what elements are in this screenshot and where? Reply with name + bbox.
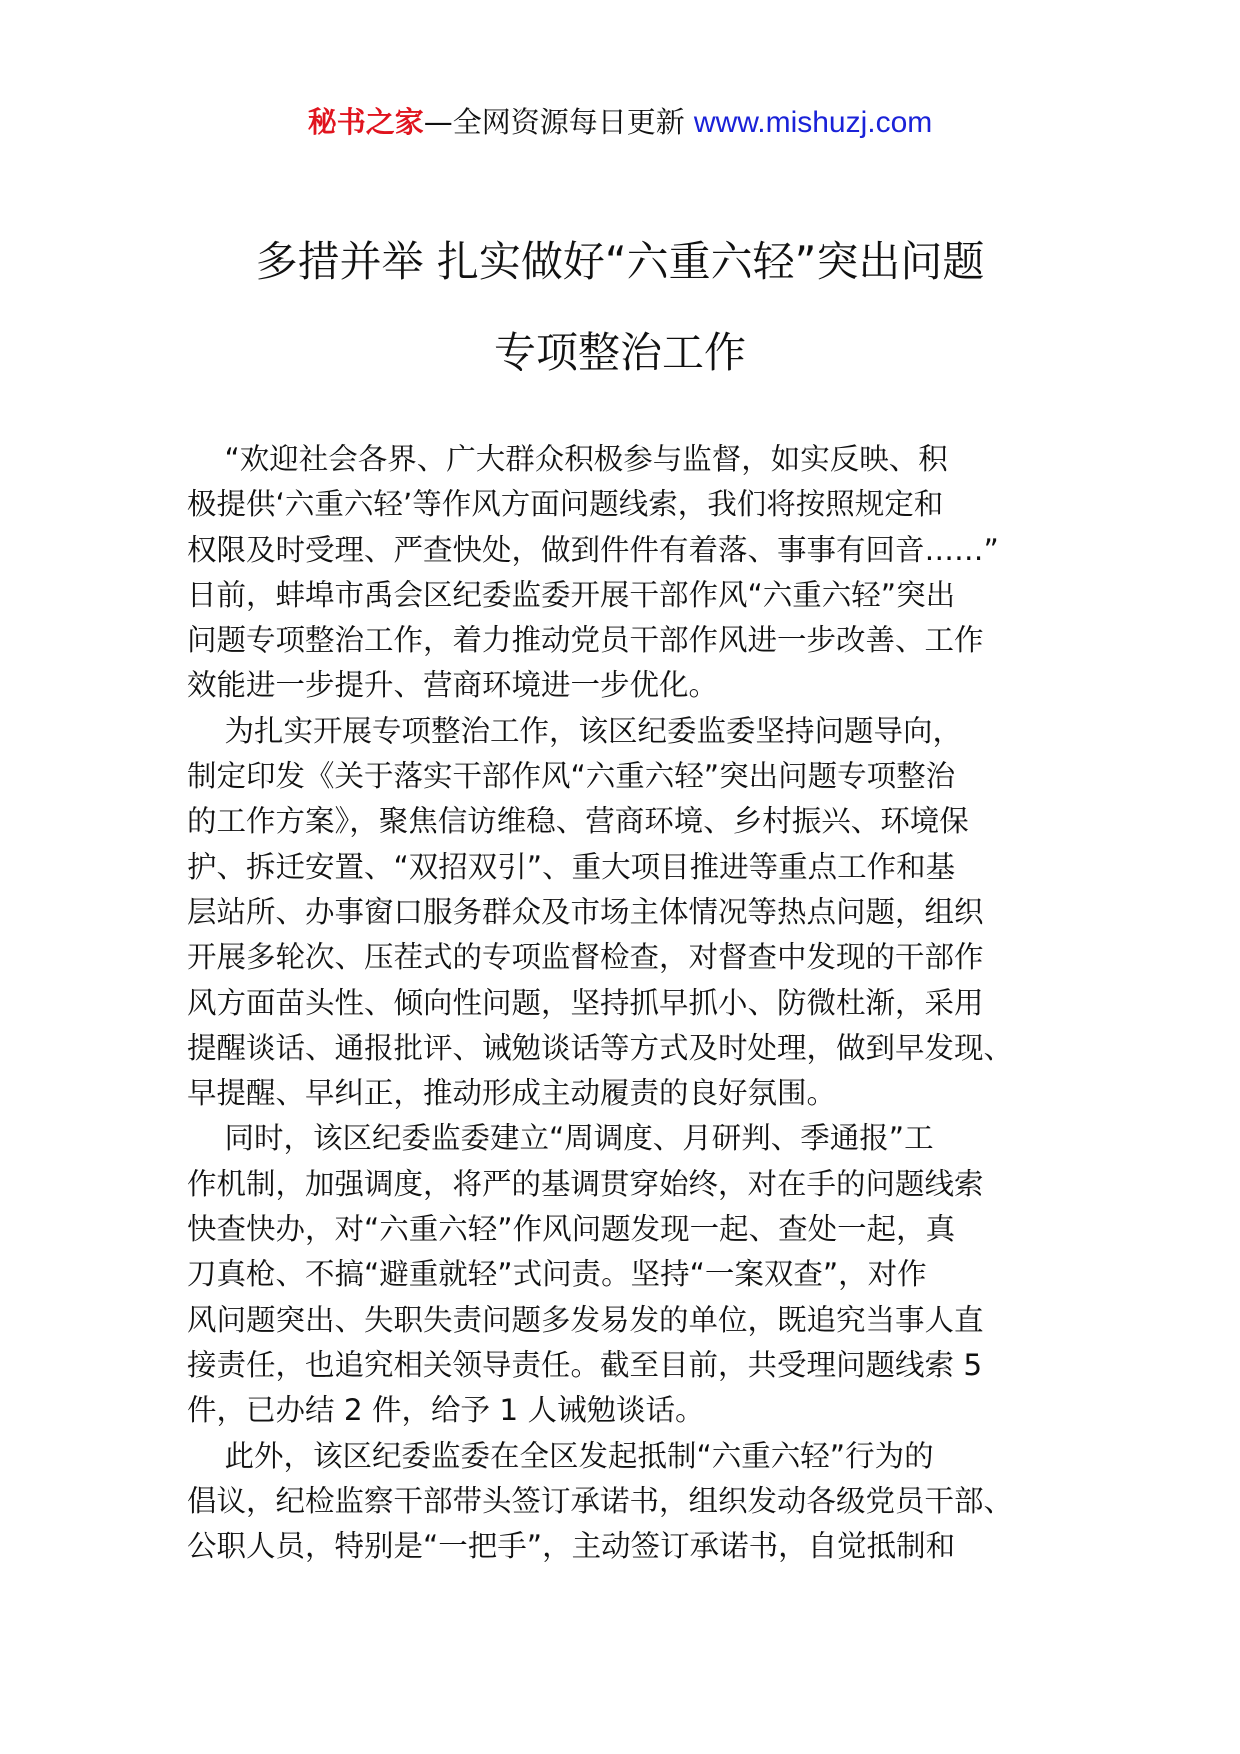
body-line: 提醒谈话、通报批评、诫勉谈话等方式及时处理，做到早发现、: [187, 1030, 1014, 1065]
body-line: 效能进一步提升、营商环境进一步优化。: [187, 668, 719, 703]
site-url-link[interactable]: www.mishuzj.com: [693, 106, 933, 139]
body-line: 风方面苗头性、倾向性问题，坚持抓早抓小、防微杜渐，采用: [187, 985, 984, 1020]
article-body: [187, 437, 1053, 1569]
body-line: 倡议，纪检监察干部带头签订承诺书，组织发动各级党员干部、: [187, 1483, 1014, 1518]
body-line: 层站所、办事窗口服务群众及市场主体情况等热点问题，组织: [187, 894, 984, 929]
body-line: 此外，该区纪委监委在全区发起抵制“六重六轻”行为的: [187, 1438, 934, 1473]
body-line: 作机制，加强调度，将严的基调贯穿始终，对在手的问题线索: [187, 1166, 984, 1201]
body-line: 公职人员，特别是“一把手”，主动签订承诺书，自觉抵制和: [187, 1529, 956, 1564]
body-line: 快查快办，对“六重六轻”作风问题发现一起、查处一起，真: [187, 1212, 956, 1247]
body-line: 为扎实开展专项整治工作，该区纪委监委坚持问题导向，: [187, 713, 963, 748]
site-tagline: —全网资源每日更新: [423, 105, 694, 139]
body-line: “欢迎社会各界、广大群众积极参与监督，如实反映、积: [187, 442, 948, 476]
body-line: 件，已办结 2 件，给予 1 人诫勉谈话。: [187, 1393, 705, 1428]
body-line: 开展多轮次、压茬式的专项监督检查，对督查中发现的干部作: [187, 940, 984, 975]
body-line: 刀真枪、不搞“避重就轻”式问责。坚持“一案双查”，对作: [187, 1257, 927, 1292]
article-title-line-1: 多措并举 扎实做好“六重六轻”突出问题: [255, 237, 985, 286]
body-line: 的工作方案》，聚焦信访维稳、营商环境、乡村振兴、环境保: [187, 804, 969, 839]
body-line: 日前，蚌埠市禹会区纪委监委开展干部作风“六重六轻”突出: [187, 577, 956, 612]
body-line: 极提供‘六重六轻’等作风方面问题线索，我们将按照规定和: [187, 487, 944, 522]
body-line: 问题专项整治工作，着力推动党员干部作风进一步改善、工作: [187, 623, 984, 658]
body-line: 风问题突出、失职失责问题多发易发的单位，既追究当事人直: [187, 1302, 984, 1337]
body-line: 同时，该区纪委监委建立“周调度、月研判、季通报”工: [187, 1121, 934, 1156]
site-brand: 秘书之家: [307, 105, 424, 139]
body-line: 权限及时受理、严查快处，做到件件有着落、事事有回音……”: [187, 532, 999, 567]
body-line: 护、拆迁安置、“双招双引”、重大项目推进等重点工作和基: [187, 849, 956, 884]
body-line: 制定印发《关于落实干部作风“六重六轻”突出问题专项整治: [187, 759, 956, 794]
body-line: 接责任，也追究相关领导责任。截至目前，共受理问题线索 5: [187, 1347, 983, 1382]
body-line: 早提醒、早纠正，推动形成主动履责的良好氛围。: [187, 1076, 837, 1111]
article-title-line-2: 专项整治工作: [493, 328, 746, 377]
site-header: [0, 102, 1240, 143]
